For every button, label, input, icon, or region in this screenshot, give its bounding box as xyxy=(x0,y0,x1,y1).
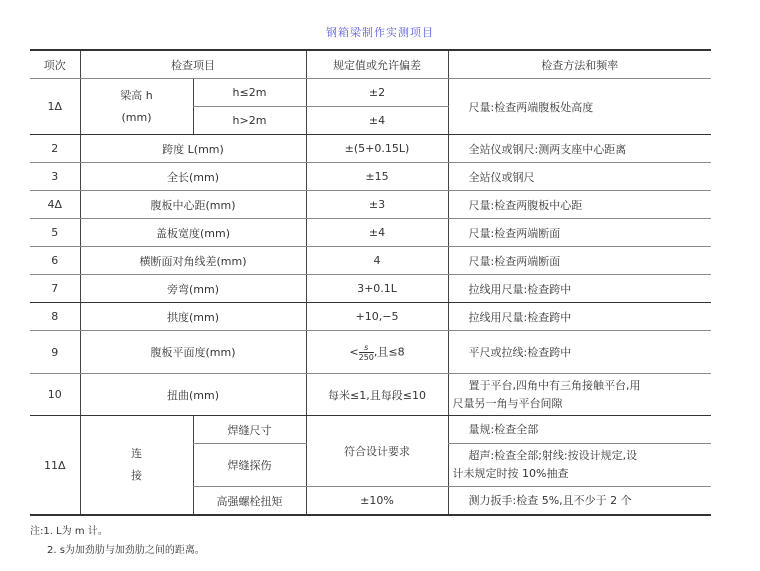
row-method: 尺量:检查两端断面 xyxy=(448,219,711,247)
row-item-line-1: 连 xyxy=(131,447,142,460)
row-value: ±4 xyxy=(306,219,448,247)
method-line-2: 计未规定时按 10%抽查 xyxy=(452,467,569,480)
row-item: 旁弯(mm) xyxy=(80,275,306,303)
header-no: 项次 xyxy=(30,50,80,79)
row-item: 跨度 L(mm) xyxy=(80,135,306,163)
row-value: ±3 xyxy=(306,191,448,219)
row-value: 每米≤1,且每段≤10 xyxy=(306,374,448,416)
note-1: 注:1. L为 m 计。 xyxy=(30,526,108,537)
row-item: 盖板宽度(mm) xyxy=(80,219,306,247)
table-row xyxy=(30,275,711,303)
table-row xyxy=(30,303,711,331)
row-no: 9 xyxy=(30,331,80,374)
value-suffix: ,且≤8 xyxy=(373,345,405,358)
row-no: 7 xyxy=(30,275,80,303)
row-no: 11Δ xyxy=(30,416,80,516)
row-item-name: 梁高 h xyxy=(120,88,153,102)
notes xyxy=(30,522,205,560)
fraction-denominator: 250 xyxy=(358,352,374,362)
row-method xyxy=(448,487,711,516)
row-no: 1Δ xyxy=(30,79,80,135)
row-item: 腹板中心距(mm) xyxy=(80,191,306,219)
note-2: 2. s为加劲肋与加劲肋之间的距离。 xyxy=(47,545,205,556)
row-no: 6 xyxy=(30,247,80,275)
row-sub-cond: 焊缝探伤 xyxy=(193,444,306,487)
row-sub-cond: h>2m xyxy=(193,107,306,135)
method-line-1: 测力扳手:检查 5%,且不少于 2 个 xyxy=(468,493,632,507)
row-item: 拱度(mm) xyxy=(80,303,306,331)
row-item xyxy=(80,416,193,516)
row-value: ±2 xyxy=(306,79,448,107)
row-item: 全长(mm) xyxy=(80,163,306,191)
table-row xyxy=(30,247,711,275)
row-method: 尺量:检查两腹板中心距 xyxy=(448,191,711,219)
row-method: 全站仪或钢尺 xyxy=(448,163,711,191)
table-row xyxy=(30,416,711,444)
row-method: 拉线用尺量:检查跨中 xyxy=(448,275,711,303)
row-no: 3 xyxy=(30,163,80,191)
row-sub-cond: 高强螺栓扭矩 xyxy=(193,487,306,516)
row-value: 符合设计要求 xyxy=(306,416,448,487)
row-method xyxy=(448,374,711,416)
row-sub-cond: h≤2m xyxy=(193,79,306,107)
header-item: 检查项目 xyxy=(80,50,306,79)
method-line-2: 尺量另一角与平台间隙 xyxy=(452,396,563,410)
row-value xyxy=(306,331,448,374)
fraction xyxy=(359,343,374,362)
row-method: 拉线用尺量:检查跨中 xyxy=(448,303,711,331)
row-value: ±(5+0.15L) xyxy=(306,135,448,163)
table-row xyxy=(30,191,711,219)
row-item: 扭曲(mm) xyxy=(80,374,306,416)
method-line-1: 超声:检查全部;射线:按设计规定,设 xyxy=(468,449,638,462)
row-no: 4Δ xyxy=(30,191,80,219)
table-row xyxy=(30,219,711,247)
fraction-numerator: s xyxy=(364,342,369,352)
row-method: 全站仪或钢尺:测两支座中心距离 xyxy=(448,135,711,163)
row-item: 横断面对角线差(mm) xyxy=(80,247,306,275)
row-value: 4 xyxy=(306,247,448,275)
row-method xyxy=(448,444,711,487)
row-method: 平尺或拉线:检查跨中 xyxy=(448,331,711,374)
row-method: 尺量:检查两端断面 xyxy=(448,247,711,275)
table-row xyxy=(30,331,711,374)
row-value: 3+0.1L xyxy=(306,275,448,303)
method-line-1: 量规:检查全部 xyxy=(468,422,539,436)
table-row xyxy=(30,79,711,107)
header-value: 规定值或允许偏差 xyxy=(306,50,448,79)
row-item-unit: (mm) xyxy=(121,110,152,124)
row-no: 10 xyxy=(30,374,80,416)
row-method xyxy=(448,416,711,444)
row-value: ±15 xyxy=(306,163,448,191)
method-line-1: 置于平台,四角中有三角接触平台,用 xyxy=(468,378,641,392)
row-value: +10,−5 xyxy=(306,303,448,331)
row-method: 尺量:检查两端腹板处高度 xyxy=(448,79,711,135)
row-item xyxy=(80,79,193,135)
row-item: 腹板平面度(mm) xyxy=(80,331,306,374)
table-row xyxy=(30,374,711,416)
table-row xyxy=(30,163,711,191)
row-no: 2 xyxy=(30,135,80,163)
table-header-row xyxy=(30,50,711,79)
row-item-line-2: 接 xyxy=(131,469,142,482)
table-row xyxy=(30,135,711,163)
row-no: 8 xyxy=(30,303,80,331)
row-value: ±10% xyxy=(306,487,448,516)
row-value: ±4 xyxy=(306,107,448,135)
table-title: 钢箱梁制作实测项目 xyxy=(326,26,434,39)
value-prefix: < xyxy=(349,345,359,358)
row-no: 5 xyxy=(30,219,80,247)
inspection-table xyxy=(30,49,711,516)
header-method: 检查方法和频率 xyxy=(448,50,711,79)
row-sub-cond: 焊缝尺寸 xyxy=(193,416,306,444)
